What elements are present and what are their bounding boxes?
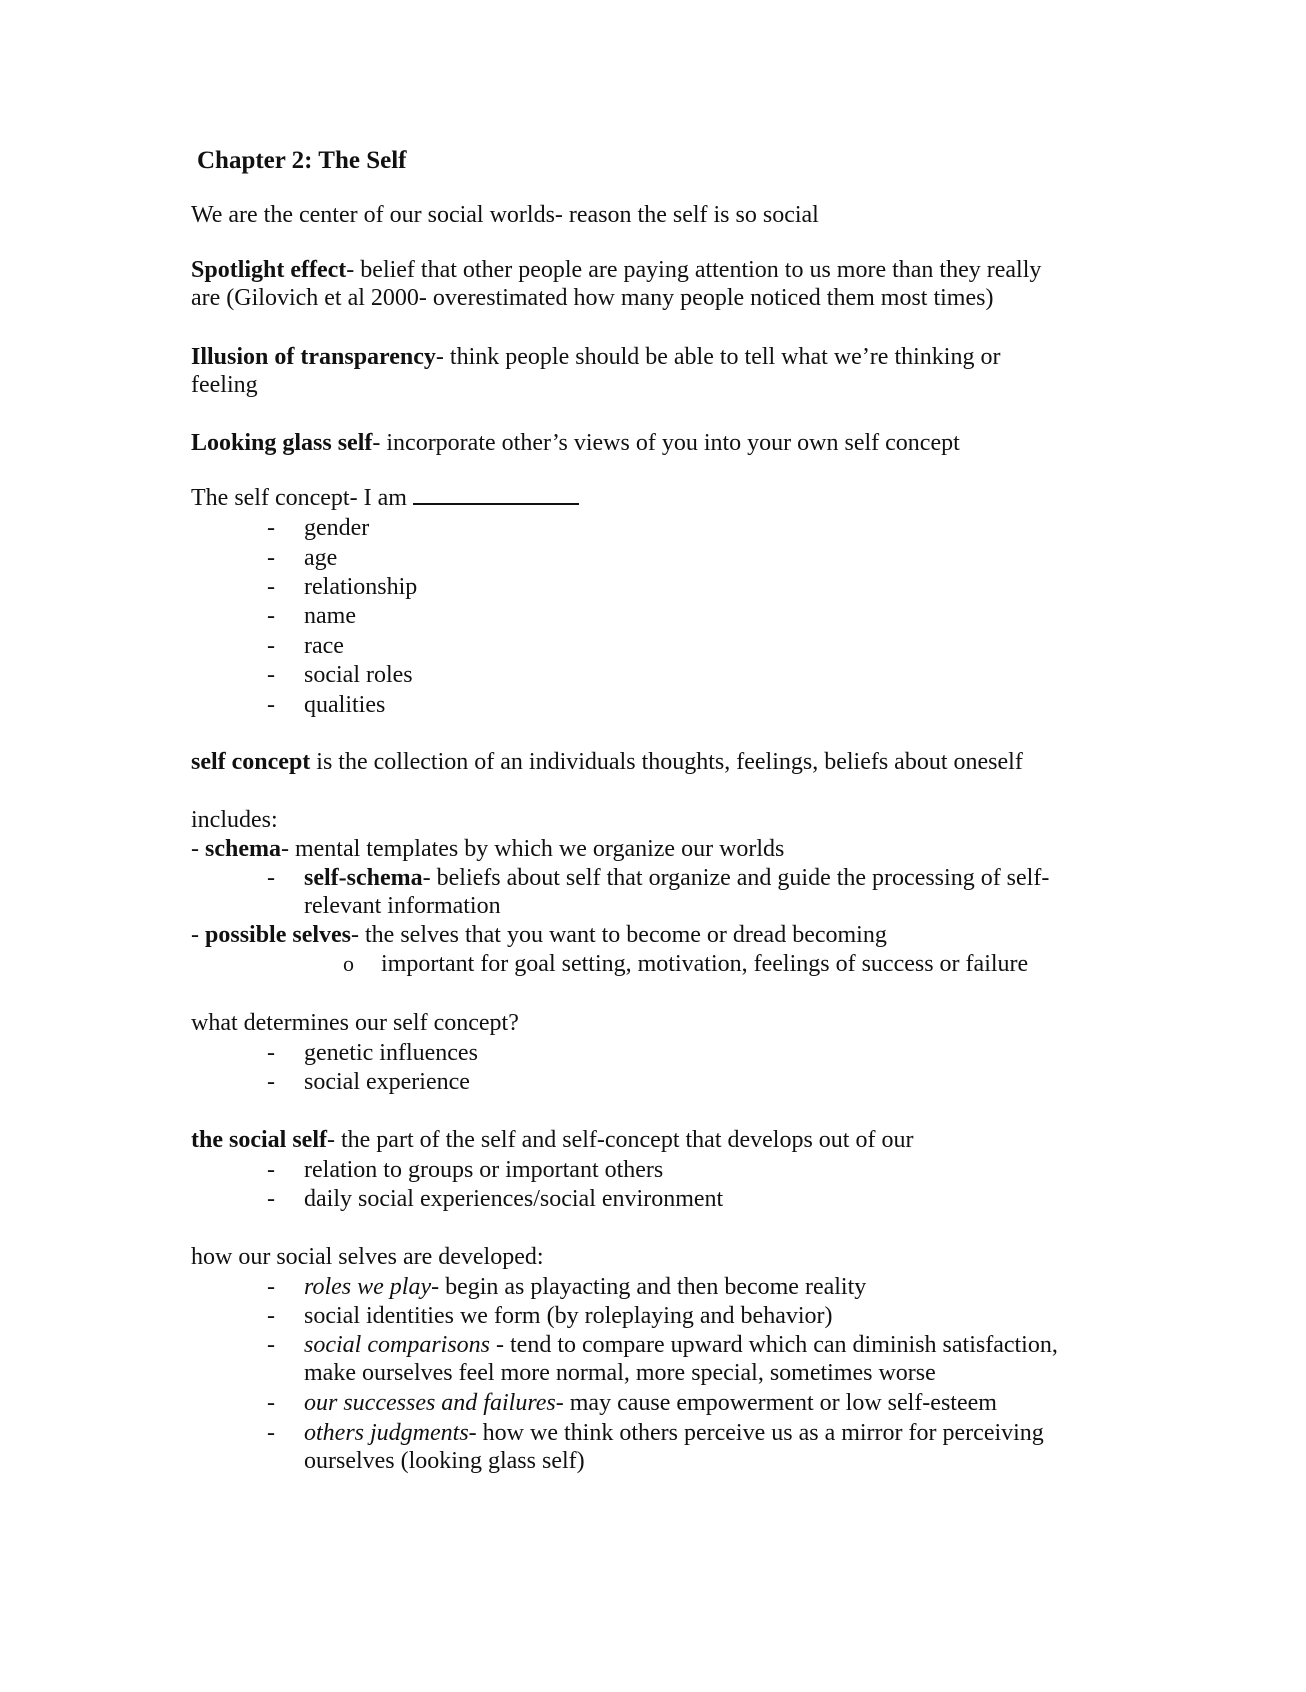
intro-text: We are the center of our social worlds- reason the self is so social <box>191 202 819 228</box>
bullet-dash: - <box>267 1303 275 1329</box>
list-item: genetic influences <box>304 1040 478 1066</box>
judgments-text: - how we think others perceive us as a mirror for perceiving <box>468 1420 1044 1446</box>
self-schema-line-1 <box>304 863 1049 893</box>
list-item: social roles <box>304 662 413 688</box>
self-concept-def-text: is the collection of an individuals thoughts, feelings, beliefs about oneself <box>310 749 1023 775</box>
schema-prefix: - <box>191 836 205 862</box>
list-item: qualities <box>304 692 386 718</box>
bullet-dash: - <box>267 1069 275 1095</box>
bullet-dash: - <box>267 1157 275 1183</box>
possible-selves-term: possible selves <box>205 922 352 948</box>
looking-glass-term: Looking glass self <box>191 430 373 456</box>
possible-selves-sub: important for goal setting, motivation, feelings of success or failure <box>381 951 1029 977</box>
circle-bullet-icon: o <box>343 951 354 976</box>
identities-line: social identities we form (by roleplaying and behavior) <box>304 1303 833 1329</box>
spotlight-line-2: are (Gilovich et al 2000- overestimated how many people noticed them most times) <box>191 285 994 311</box>
bullet-dash: - <box>267 515 275 541</box>
bullet-dash: - <box>267 545 275 571</box>
bullet-dash: - <box>267 865 275 891</box>
bullet-dash: - <box>267 1390 275 1416</box>
bullet-dash: - <box>267 633 275 659</box>
judgments-line-1 <box>304 1418 1044 1448</box>
self-concept-prompt-line <box>191 483 579 513</box>
social-self-line <box>191 1125 913 1155</box>
includes-label: includes: <box>191 807 278 833</box>
list-item: name <box>304 603 356 629</box>
bullet-dash: - <box>267 1186 275 1212</box>
roles-line <box>304 1272 866 1302</box>
spotlight-term: Spotlight effect <box>191 257 347 283</box>
bullet-dash: - <box>267 603 275 629</box>
list-item: relationship <box>304 574 418 600</box>
transparency-term: Illusion of transparency <box>191 344 436 370</box>
social-self-text: - the part of the self and self-concept that develops out of our <box>326 1127 914 1153</box>
determines-question: what determines our self concept? <box>191 1010 519 1036</box>
schema-line <box>191 834 784 864</box>
spotlight-line-1 <box>191 255 1041 285</box>
self-concept-prompt: The self concept- I am <box>191 485 407 511</box>
comparisons-line-2: make ourselves feel more normal, more special, sometimes worse <box>304 1360 936 1386</box>
list-item: age <box>304 545 338 571</box>
judgments-term: others judgments <box>304 1420 469 1446</box>
self-schema-line-2: relevant information <box>304 893 501 919</box>
spotlight-text: - belief that other people are paying attention to us more than they really <box>346 257 1042 283</box>
bullet-dash: - <box>267 1420 275 1446</box>
list-item: race <box>304 633 344 659</box>
bullet-dash: - <box>267 1040 275 1066</box>
bullet-dash: - <box>267 1332 275 1358</box>
schema-term: schema <box>205 836 281 862</box>
developed-heading: how our social selves are developed: <box>191 1244 544 1270</box>
list-item: gender <box>304 515 370 541</box>
successes-term: our successes and failures <box>304 1390 556 1416</box>
judgments-line-2: ourselves (looking glass self) <box>304 1448 585 1474</box>
transparency-text: - think people should be able to tell what we’re thinking or <box>435 344 1001 370</box>
bullet-dash: - <box>267 574 275 600</box>
bullet-dash: - <box>267 1274 275 1300</box>
possible-selves-line <box>191 920 887 950</box>
page-title: Chapter 2: The Self <box>197 147 407 174</box>
looking-glass-line <box>191 428 960 458</box>
transparency-line-2: feeling <box>191 372 258 398</box>
schema-text: - mental templates by which we organize our worlds <box>280 836 785 862</box>
possible-prefix: - <box>191 922 205 948</box>
list-item: relation to groups or important others <box>304 1157 664 1183</box>
bullet-dash: - <box>267 692 275 718</box>
roles-term: roles we play <box>304 1274 432 1300</box>
self-concept-term: self concept <box>191 749 311 775</box>
comparisons-line-1 <box>304 1330 1058 1360</box>
transparency-line-1 <box>191 342 1000 372</box>
looking-glass-text: - incorporate other’s views of you into your own self concept <box>372 430 960 456</box>
self-schema-text: - beliefs about self that organize and guide the processing of self- <box>422 865 1050 891</box>
fill-in-blank <box>413 483 579 505</box>
possible-selves-text: - the selves that you want to become or dread becoming <box>351 922 887 948</box>
list-item: social experience <box>304 1069 470 1095</box>
comparisons-term: social comparisons <box>304 1332 490 1358</box>
self-schema-term: self-schema <box>304 865 423 891</box>
comparisons-text: - tend to compare upward which can diminish satisfaction, <box>490 1332 1058 1358</box>
list-item: daily social experiences/social environment <box>304 1186 724 1212</box>
successes-text: - may cause empowerment or low self-esteem <box>555 1390 997 1416</box>
social-self-term: the social self <box>191 1127 327 1153</box>
bullet-dash: - <box>267 662 275 688</box>
self-concept-definition <box>191 747 1023 777</box>
successes-line <box>304 1388 997 1418</box>
roles-text: - begin as playacting and then become reality <box>431 1274 867 1300</box>
